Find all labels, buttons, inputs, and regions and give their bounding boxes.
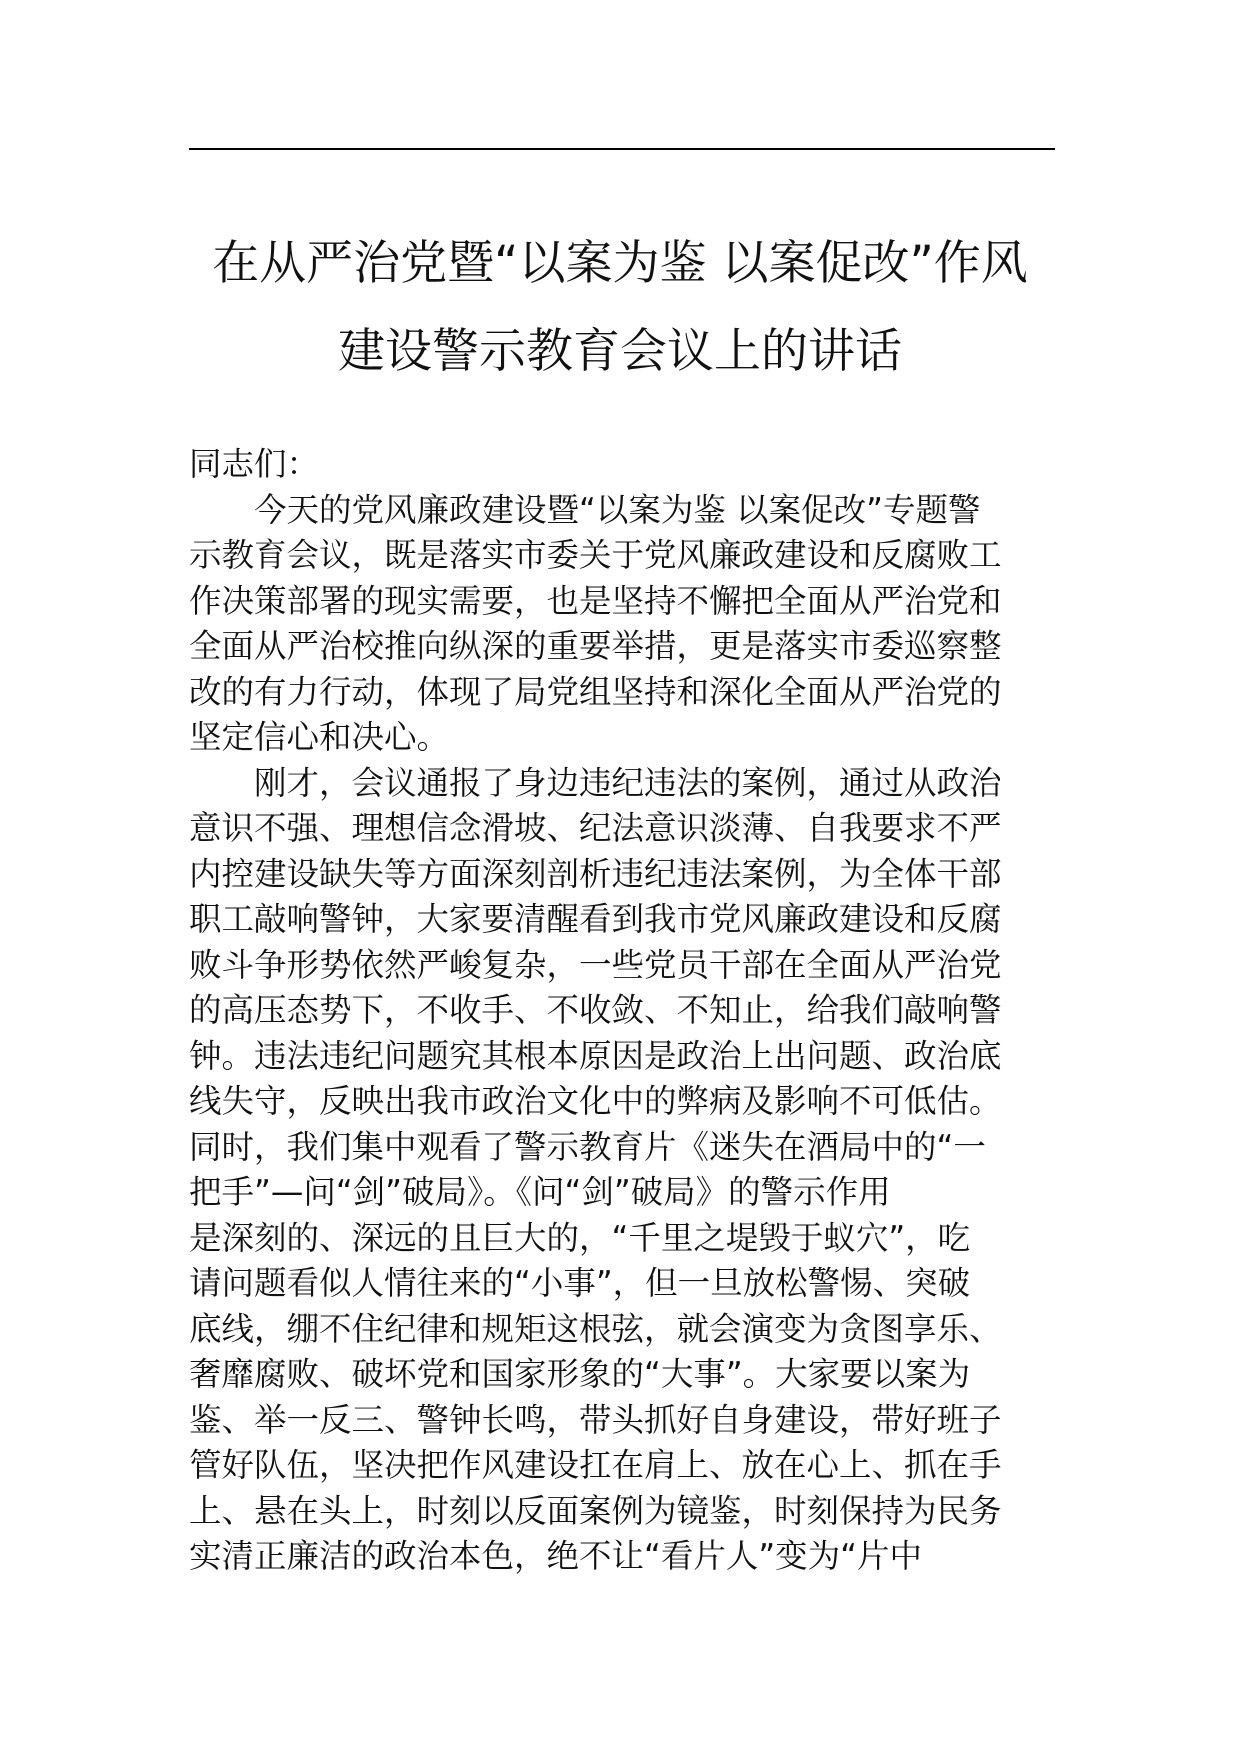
body-line: 败斗争形势依然严峻复杂，一些党员干部在全面从严治党 bbox=[189, 945, 1002, 984]
body-line: 坚定信心和决心。 bbox=[189, 718, 450, 756]
body-line: 上、悬在头上，时刻以反面案例为镜鉴，时刻保持为民务 bbox=[189, 1491, 1002, 1530]
body-line: 线失守，反映出我市政治文化中的弊病及影响不可低估。 bbox=[189, 1082, 1002, 1120]
body-line: 刚才，会议通报了身边违纪违法的案例，通过从政治 bbox=[254, 763, 1002, 802]
body-line: 把手”—问“剑”破局》。《问“剑”破局》的警示作用 bbox=[189, 1173, 891, 1211]
title-line-2: 建设警示教育会议上的讲话 bbox=[338, 324, 902, 379]
body-line: 内控建设缺失等方面深刻剖析违纪违法案例，为全体干部 bbox=[189, 854, 1002, 893]
document-body bbox=[189, 442, 1069, 1580]
document-title bbox=[150, 220, 1090, 396]
header-rule bbox=[189, 148, 1055, 150]
body-line: 实清正廉洁的政治本色，绝不让“看片人”变为“片中 bbox=[189, 1537, 923, 1575]
body-line: 改的有力行动，体现了局党组坚持和深化全面从严治党的 bbox=[189, 672, 1002, 711]
body-line: 同志们： bbox=[189, 445, 320, 483]
body-line: 作决策部署的现实需要，也是坚持不懈把全面从严治党和 bbox=[189, 581, 1002, 620]
body-line: 奢靡腐败、破坏党和国家形象的“大事”。大家要以案为 bbox=[189, 1355, 971, 1393]
title-line-1: 在从严治党暨“以案为鉴 以案促改”作风 bbox=[212, 236, 1028, 291]
body-line: 是深刻的、深远的且巨大的，“千里之堤毁于蚁穴”，吃 bbox=[189, 1218, 971, 1257]
body-line: 意识不强、理想信念滑坡、纪法意识淡薄、自我要求不严 bbox=[189, 809, 1002, 847]
body-line: 底线，绷不住纪律和规矩这根弦，就会演变为贪图享乐、 bbox=[189, 1309, 1002, 1348]
body-line: 管好队伍，坚决把作风建设扛在肩上、放在心上、抓在手 bbox=[189, 1446, 1002, 1484]
body-line: 同时，我们集中观看了警示教育片《迷失在酒局中的“一 bbox=[189, 1127, 986, 1166]
body-line: 职工敲响警钟，大家要清醒看到我市党风廉政建设和反腐 bbox=[189, 900, 1002, 938]
body-line: 的高压态势下，不收手、不收敛、不知止，给我们敲响警 bbox=[189, 991, 1002, 1029]
body-line: 示教育会议，既是落实市委关于党风廉政建设和反腐败工 bbox=[189, 536, 1002, 574]
body-line: 今天的党风廉政建设暨“以案为鉴 以案促改”专题警 bbox=[254, 490, 981, 529]
body-line: 钟。违法违纪问题究其根本原因是政治上出问题、政治底 bbox=[189, 1036, 1002, 1075]
body-line: 全面从严治校推向纵深的重要举措，更是落实市委巡察整 bbox=[189, 627, 1002, 665]
body-line: 鉴、举一反三、警钟长鸣，带头抓好自身建设，带好班子 bbox=[189, 1400, 1002, 1439]
body-line: 请问题看似人情往来的“小事”，但一旦放松警惕、突破 bbox=[189, 1264, 971, 1302]
